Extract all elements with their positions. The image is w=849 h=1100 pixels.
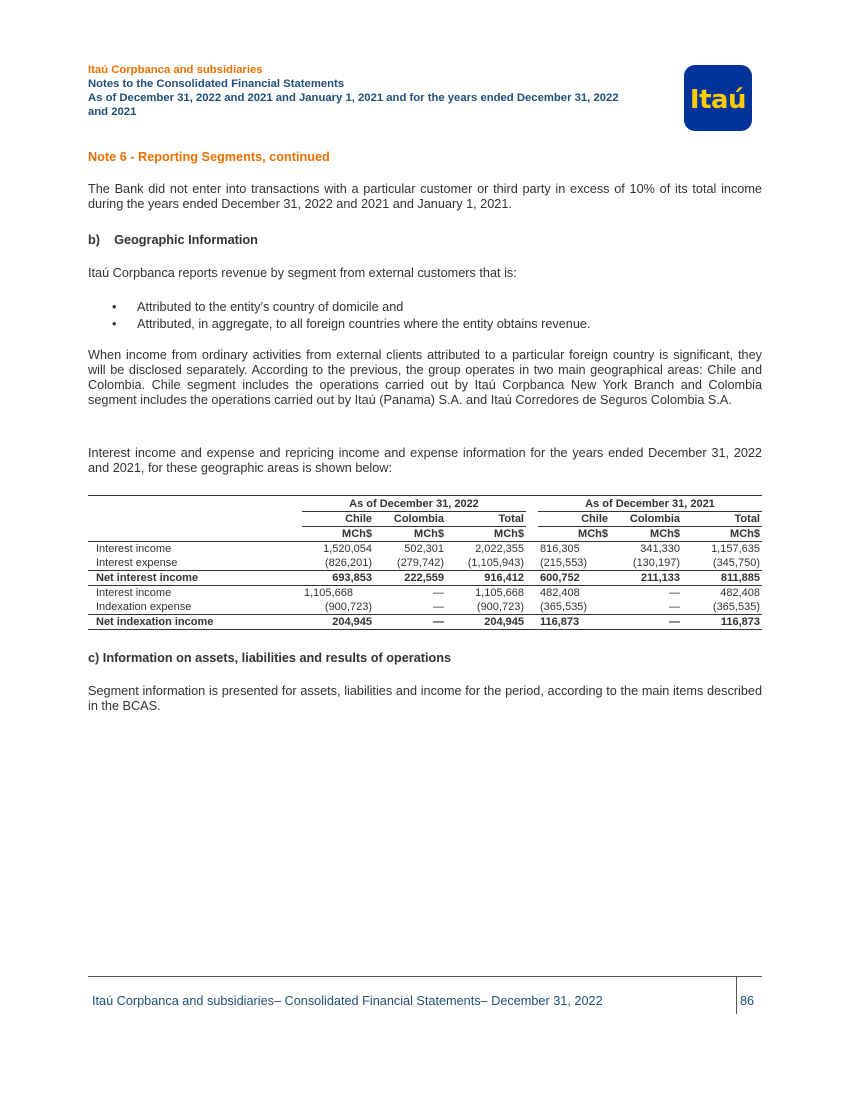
cell: —: [669, 587, 680, 599]
section-b-paragraph: When income from ordinary activities from external clients attributed to a particular foreign country is significant, they will be disclosed separately. According to the previous, the group operates in two main geographical areas: Chile and Colombia. Chile segment includes the operations carried out by Itaú Corpbanca New York Branch and Colombia segment includes the operations carried out by Itaú (Panama) S.A. and Itaú Corredores de Seguros Colombia S.A.: [88, 348, 762, 407]
footer-page-divider: [736, 976, 737, 1014]
itau-logo: [684, 65, 752, 131]
cell: 116,873: [538, 615, 610, 630]
section-b-intro: Itaú Corpbanca reports revenue by segment from external customers that is:: [88, 266, 517, 280]
cell: (826,201): [302, 556, 374, 571]
bullet-item: • Attributed, in aggregate, to all foreign countries where the entity obtains revenue.: [112, 316, 591, 333]
cell: 116,873: [682, 615, 762, 630]
footer-divider: [88, 976, 762, 977]
col-header-total: Total: [682, 512, 762, 527]
header-period: As of December 31, 2022 and 2021 and January 1, 2021 and for the years ended December 31, 2022: [88, 92, 619, 104]
bullet-list: [112, 299, 591, 333]
unit-label: MCh$: [682, 527, 762, 542]
cell: —: [610, 615, 682, 630]
col-header-colombia: Colombia: [610, 512, 682, 527]
page-number: 86: [740, 994, 755, 1008]
cell: —: [610, 600, 682, 615]
cell: 482,408: [540, 587, 580, 599]
cell: (215,553): [538, 556, 610, 571]
col-header-colombia: Colombia: [374, 512, 446, 527]
col-header-chile: Chile: [302, 512, 374, 527]
row-label: Interest income: [96, 587, 172, 599]
section-c-heading: c) Information on assets, liabilities and results of operations: [88, 651, 452, 665]
bullet-item: • Attributed to the entity’s country of domicile and: [112, 299, 591, 316]
cell: —: [374, 615, 446, 630]
col-header-chile: Chile: [538, 512, 610, 527]
section-c-paragraph: Segment information is presented for assets, liabilities and income for the period, according to the main items described in the BCAS.: [88, 684, 762, 713]
cell: (345,750): [682, 556, 762, 571]
cell: 600,752: [538, 571, 610, 586]
group-header-2022: As of December 31, 2022: [302, 497, 526, 512]
cell: 1,157,635: [711, 543, 760, 555]
cell: 341,330: [640, 543, 680, 555]
cell: 2,022,355: [475, 543, 524, 555]
cell: (900,723): [302, 600, 374, 615]
cell: 1,105,668: [475, 587, 524, 599]
cell: 816,305: [540, 543, 580, 555]
table-row: [88, 542, 762, 557]
row-label: Indexation expense: [88, 600, 302, 615]
table-row: [88, 556, 762, 571]
header-company: Itaú Corpbanca and subsidiaries: [88, 64, 263, 76]
cell: —: [433, 587, 444, 599]
footer-text: Itaú Corpbanca and subsidiaries– Consolidated Financial Statements– December 31, 2022: [92, 994, 603, 1008]
table-row: [88, 586, 762, 601]
intro-paragraph: The Bank did not enter into transactions with a particular customer or third party in excess of 10% of its total income during the years ended December 31, 2022 and 2021 and January 1, 2021.: [88, 182, 762, 211]
cell: 204,945: [446, 615, 526, 630]
cell: 502,301: [404, 543, 444, 555]
cell: (365,535): [682, 600, 762, 615]
table-row: [88, 571, 762, 586]
cell: 204,945: [302, 615, 374, 630]
section-b-heading: b) Geographic Information: [88, 233, 258, 247]
cell: (279,742): [374, 556, 446, 571]
cell: 482,408: [720, 587, 760, 599]
geographic-segment-table: [88, 495, 762, 630]
table-row: [88, 615, 762, 630]
unit-label: MCh$: [610, 527, 682, 542]
cell: 916,412: [446, 571, 526, 586]
unit-label: MCh$: [446, 527, 526, 542]
cell: 693,853: [302, 571, 374, 586]
group-header-2021: As of December 31, 2021: [538, 497, 762, 512]
cell: 222,559: [374, 571, 446, 586]
row-label: Interest income: [96, 543, 172, 555]
document-header: [88, 63, 688, 119]
note-title: Note 6 - Reporting Segments, continued: [88, 150, 330, 164]
unit-label: MCh$: [538, 527, 610, 542]
cell: 811,885: [682, 571, 762, 586]
cell: 1,105,668: [304, 587, 353, 599]
cell: 211,133: [610, 571, 682, 586]
header-period-cont: and 2021: [88, 106, 137, 118]
col-header-total: Total: [446, 512, 526, 527]
cell: 1,520,054: [323, 543, 372, 555]
unit-label: MCh$: [302, 527, 374, 542]
row-label: Net indexation income: [88, 615, 302, 630]
row-label: Net interest income: [88, 571, 302, 586]
header-title: Notes to the Consolidated Financial Statements: [88, 78, 345, 90]
table-row: [88, 600, 762, 615]
cell: (130,197): [610, 556, 682, 571]
cell: —: [374, 600, 446, 615]
row-label: Interest expense: [88, 556, 302, 571]
cell: (900,723): [446, 600, 526, 615]
unit-label: MCh$: [374, 527, 446, 542]
cell: (365,535): [538, 600, 610, 615]
logo-text: Itaú: [689, 85, 747, 115]
section-b-paragraph-2: Interest income and expense and repricing income and expense information for the years ended December 31, 2022 and 2021, for these geographic areas is shown below:: [88, 446, 762, 475]
cell: (1,105,943): [446, 556, 526, 571]
